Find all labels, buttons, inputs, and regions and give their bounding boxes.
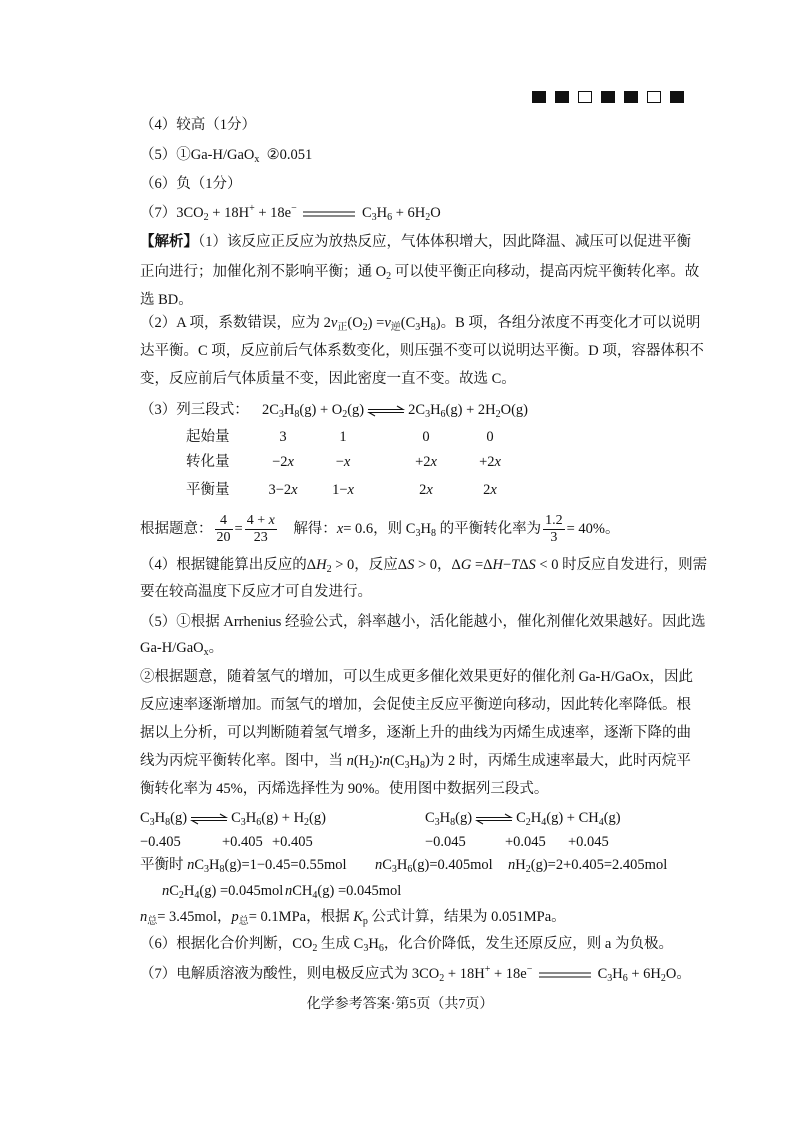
text-run: H [396,857,408,873]
analysis-q5-line [140,612,705,632]
subscript: 2 [660,973,666,984]
analysis-q3-intro [140,400,249,420]
text-run: 变，反应前后气体质量不变，因此密度一直不变。故选 C。 [140,371,516,387]
analysis-q1-line [140,290,193,310]
subscript: 8 [430,527,436,539]
equilibrium-arrow-icon [189,813,229,825]
reaction-side [425,808,621,828]
subscript: 8 [294,409,300,420]
text-run: (g) + CH [546,810,599,826]
subscript: 3 [240,817,246,828]
fraction [543,513,565,546]
fraction-denominator [543,530,565,546]
subscript: 2 [203,212,209,223]
subscript: 2 [178,890,184,901]
text-run: 衡转化率为 45%，丙烯选择性为 90%。使用图中数据列三段式。 [140,781,549,797]
italic-variable: x [343,454,351,470]
text-run: (g)=1−0.45=0.55mol [224,857,347,873]
fraction-numerator [215,513,233,530]
text-run: 。 [208,640,224,656]
text-run: H [368,936,379,952]
subscript: 4 [312,890,318,901]
text-run: 可以使平衡正向移动，提高丙烷平衡转化率。故 [391,264,700,280]
text-run: )∶ [374,753,383,769]
text-run: 的平衡转化率为 [435,520,542,537]
answer-4 [140,115,256,135]
text-run: 0 [422,429,430,445]
reaction-main [140,808,326,828]
subscript: 2 [495,409,501,420]
text-run: 生成 C [317,936,364,952]
subscript: 逆 [390,322,401,333]
fraction [215,513,233,546]
subscript: 2 [369,760,375,771]
text-run: （3）列三段式： [140,402,249,418]
text-run: 2 [419,482,427,498]
text-run: （7）电解质溶液为酸性，则电极反应式为 3CO [140,966,440,982]
change-value: +0.405 [272,834,313,850]
text-run: H [209,857,220,873]
text-run: =Δ [471,557,493,573]
italic-variable: n [187,857,195,873]
text-run: C [169,883,179,899]
italic-variable: n [285,883,293,899]
text-run: 平衡时 [140,857,188,873]
analysis-q2-line [140,341,704,361]
subscript: 2 [525,864,531,875]
text-run: C [231,810,241,826]
equals-long-icon [302,209,356,219]
page-marker-square [601,91,615,103]
text-run: O(g) [500,402,528,418]
text-run: C [593,966,608,982]
text-run: − [335,454,344,470]
text-run: ) = [367,315,385,331]
subscript: 3 [391,864,397,875]
text-run: H [245,810,257,826]
change-value: +0.045 [568,834,609,850]
superscript: − [526,964,533,975]
subscript: 2 [525,817,531,828]
text-run: 4 + [246,513,269,528]
text-run: = [234,520,243,537]
text-run: 线为丙烷平衡转化率。图中，当 [140,753,347,769]
equilibrium-amount [375,855,493,875]
subscript: 4 [598,817,604,828]
analysis-q1-line [140,262,699,282]
equilibrium-amount [140,855,347,875]
subscript: 6 [622,973,628,984]
subscript: 3 [278,409,284,420]
three-stage-cell [464,480,516,500]
text-run: (O [347,315,363,331]
text-run: < 0 时反应自发进行，则需 [535,557,708,573]
subscript: 8 [450,817,456,828]
italic-variable: x [347,482,354,498]
text-run: + 18H [208,205,250,221]
text-run: （6）根据化合价判断，CO [140,936,313,952]
text-run: +2 [415,454,431,470]
text-run: −2 [272,454,288,470]
text-run: 根据题意： [140,520,213,537]
text-run: （4）根据键能算出反应的Δ [140,557,317,573]
equilibrium-arrow-icon [366,405,406,417]
text-run: (g)=2+0.405=2.405mol [530,857,668,873]
subscript: 6 [407,864,413,875]
page-marker-square [532,91,546,103]
subscript: 2 [439,973,445,984]
subscript: 3 [607,973,613,984]
text-run: (C [390,753,405,769]
italic-variable: x [494,454,501,470]
analysis-q7-line [140,964,691,984]
subscript: 3 [404,760,410,771]
subscript: 6 [256,817,262,828]
text-run: 要在较高温度下反应才可自发进行。 [140,584,372,600]
text-run: C [382,857,392,873]
analysis-q3-equation [262,400,528,420]
text-run: (g) + O [299,402,343,418]
fraction-numerator [543,513,565,530]
text-run: 20 [216,530,231,545]
analysis-q6-line [140,934,673,954]
text-run: + 6H [392,205,426,221]
subscript: 3 [204,864,210,875]
italic-variable: n [346,753,354,769]
text-run: (g) + H [261,810,305,826]
subscript: 2 [326,564,332,575]
text-run: 解得： [278,520,337,537]
page-marker-square [578,91,592,103]
page-footer: 化学参考答案·第5页（共7页） [306,997,494,1012]
text-run: H [283,402,295,418]
analysis-q4-line [140,582,372,602]
italic-variable: H [492,557,503,573]
fraction [245,513,277,546]
subscript: 正 [337,322,348,333]
subscript: 3 [415,322,421,333]
three-stage-cell [400,427,452,447]
text-run: H [439,810,451,826]
text-run: = 3.45mol， [157,909,232,925]
equilibrium-amount [162,881,283,901]
text-run: H [409,753,421,769]
text-run: )。B 项，各组分浓度不再变化才可以说明 [435,315,701,331]
subscript: 2 [304,817,310,828]
text-run: H [154,810,166,826]
three-stage-cell [400,480,452,500]
text-run: 3−2 [268,482,292,498]
text-run: 23 [253,530,268,545]
page-marker-square [670,91,684,103]
analysis-q1-line [140,232,691,252]
italic-variable: x [336,520,344,537]
subscript: 4 [541,817,547,828]
text-run: H [420,315,431,331]
text-run: 2 [483,482,491,498]
three-stage-row-label: 起始量 [186,429,230,445]
subscript: 2 [342,409,348,420]
text-run: 3 [279,429,287,445]
italic-variable: x [430,454,437,470]
answer-5 [140,145,312,165]
analysis-q5-line [140,667,693,687]
text-run: CH [292,883,313,899]
text-run: (g) =0.045mol [317,883,402,899]
analysis-q5-line [140,695,691,715]
text-run: 选 BD。 [140,292,193,308]
text-run: H [430,402,441,418]
text-run: 正向进行；加催化剂不影响平衡；通 O [140,264,387,280]
text-run: + 18H [444,966,485,982]
text-run: ，化合价降低，发生还原反应，则 a 为负极。 [383,936,673,952]
italic-variable: v [384,315,391,331]
text-run: (g) [170,810,188,826]
subscript: 总 [238,916,249,927]
text-run: 反应速率逐渐增加。而氢气的增加，会促使主反应平衡逆向移动，因此转化率降低。根 [140,697,691,713]
analysis-q5-line [140,751,691,771]
text-run: （6）负（1分） [140,176,242,192]
subscript: 4 [194,890,200,901]
fraction-denominator [245,530,277,546]
three-stage-cell [317,480,369,500]
text-run: 3 [550,530,558,545]
subscript: 6 [378,943,384,954]
text-run: （1）该反应正反应为放热反应，气体体积增大，因此降温、减压可以促进平衡 [198,234,691,250]
italic-variable: n [162,883,170,899]
superscript: + [484,964,491,975]
subscript: 2 [312,943,318,954]
subscript: 2 [362,322,368,333]
answer-6 [140,174,242,194]
subscript: 总 [147,916,158,927]
text-run: (g) [455,810,473,826]
text-run [297,205,301,221]
text-run: 4 [220,513,227,528]
change-value: −0.405 [140,834,181,850]
text-run: （2）A 项，系数错误，应为 2 [140,315,331,331]
change-value: +0.045 [505,834,546,850]
page-marker-square [555,91,569,103]
three-stage-cell [257,452,309,472]
italic-variable: x [490,482,497,498]
subscript: p [362,916,368,927]
subscript: 3 [415,527,421,539]
italic-variable: K [353,909,363,925]
text-run [532,966,536,982]
text-run: 据以上分析，可以判断随着氢气增多，逐渐上升的曲线为丙烯生成速率，逐渐下降的曲 [140,725,691,741]
three-stage-cell [464,427,516,447]
text-run: (g) [309,810,326,826]
text-run: (g) + 2H [445,402,496,418]
text-run: 0 [486,429,494,445]
analysis-q2-line [140,369,516,389]
subscript: 2 [425,212,431,223]
text-run: 2C [408,402,426,418]
text-run: (g) [347,402,365,418]
text-run: (g) =0.045mol [199,883,284,899]
italic-variable: p [231,909,239,925]
text-run: （5）①根据 Arrhenius 经验公式，斜率越小，活化能越小，催化剂催化效果越好。因此选 [140,614,706,630]
text-run: O。 [665,966,691,982]
subscript: 3 [434,817,440,828]
text-run: − [502,557,512,573]
italic-variable: x [268,513,275,528]
three-stage-cell [257,480,309,500]
three-stage-cell [317,427,369,447]
italic-variable: x [291,482,298,498]
analysis-q3-solve [140,513,619,546]
text-run: 1.2 [545,513,563,528]
italic-variable: S [407,557,415,573]
page-marker-square [624,91,638,103]
text-run: (g) [603,810,621,826]
subscript: 3 [371,212,377,223]
text-run: (H [353,753,370,769]
text-run: （4）较高（1分） [140,117,256,133]
analysis-q5-line [140,779,548,799]
text-run: 公式计算，结果为 0.051MPa。 [367,909,566,925]
text-run: 1− [332,482,348,498]
change-value: −0.045 [425,834,466,850]
three-stage-row-label: 转化量 [186,454,230,470]
text-run: O [430,205,441,221]
superscript: − [291,203,297,214]
text-run: Ga-H/GaO [140,640,204,656]
text-run: 1 [339,429,347,445]
analysis-q4-line [140,555,707,575]
subscript: 6 [440,409,446,420]
text-run: ②根据题意，随着氢气的增加，可以生成更多催化效果更好的催化剂 Ga-H/GaOx，因此 [140,669,693,685]
change-value: +0.405 [222,834,263,850]
subscript: 3 [149,817,155,828]
text-run: = 0.1MPa，根据 [248,909,354,925]
three-stage-cell [464,452,516,472]
three-stage-cell [400,452,452,472]
text-run: H [183,883,195,899]
text-run: C [516,810,526,826]
three-stage-row-label: 平衡量 [186,482,230,498]
text-run: （5）①Ga-H/GaO [140,147,255,163]
text-run: C [425,810,435,826]
text-run: = 40%。 [566,520,620,537]
subscript: 8 [420,760,426,771]
text-run: + 18e [254,205,292,221]
text-run: 2C [262,402,279,418]
three-stage-cell [257,427,309,447]
equilibrium-amount [285,881,401,901]
fraction-denominator [215,530,233,546]
subscript: x [254,154,260,165]
text-run: C [358,205,372,221]
subscript: 8 [219,864,225,875]
text-run: H [530,810,542,826]
text-run: （7）3CO [140,205,204,221]
italic-variable: S [528,557,536,573]
three-stage-cell [317,452,369,472]
superscript: + [249,203,255,214]
text-run: = 0.6，则 C [343,520,416,537]
italic-variable: G [460,557,472,573]
italic-variable: T [511,557,520,573]
subscript: 3 [425,409,431,420]
italic-variable: H [316,557,327,573]
subscript: 8 [165,817,171,828]
text-run: > 0，Δ [414,557,461,573]
italic-variable: n [140,909,148,925]
text-run: + 18e [490,966,527,982]
totals-line [140,907,566,927]
text-run: (g)=0.405mol [412,857,493,873]
italic-variable: n [382,753,391,769]
answer-7 [140,203,441,223]
text-run: > 0，反应Δ [331,557,408,573]
equilibrium-amount [508,855,667,875]
subscript: 2 [386,271,392,282]
italic-variable: n [375,857,383,873]
text-run: H [612,966,623,982]
text-run: +2 [479,454,495,470]
text-run: (C [400,315,416,331]
text-run: ②0.051 [259,147,313,163]
subscript: 6 [387,212,393,223]
text-run: H [420,520,431,537]
text-run: H [515,857,526,873]
italic-variable: n [508,857,516,873]
subscript: x [203,647,209,658]
italic-variable: v [330,315,338,331]
equals-long-icon [538,970,592,980]
italic-variable: x [287,454,294,470]
text-run: 达平衡。C 项，反应前后气体系数变化，则压强不变可以说明达平衡。D 项，容器体积不 [140,343,704,359]
subscript: 3 [363,943,369,954]
page-marker-square [647,91,661,103]
text-run: )为 2 时，丙烯生成速率最大，此时丙烷平 [425,753,691,769]
subscript: 8 [430,322,436,333]
text-run: + 6H [627,966,661,982]
analysis-q5-line [140,723,691,743]
text-run: C [194,857,205,873]
equilibrium-arrow-icon [474,813,514,825]
analysis-q5-line [140,638,223,658]
analysis-q2-line [140,313,700,333]
text-run: C [140,810,150,826]
section-label: 【解析】 [140,234,198,250]
text-run: H [376,205,388,221]
fraction-numerator [245,513,277,530]
italic-variable: x [426,482,433,498]
text-run: Δ [519,557,529,573]
